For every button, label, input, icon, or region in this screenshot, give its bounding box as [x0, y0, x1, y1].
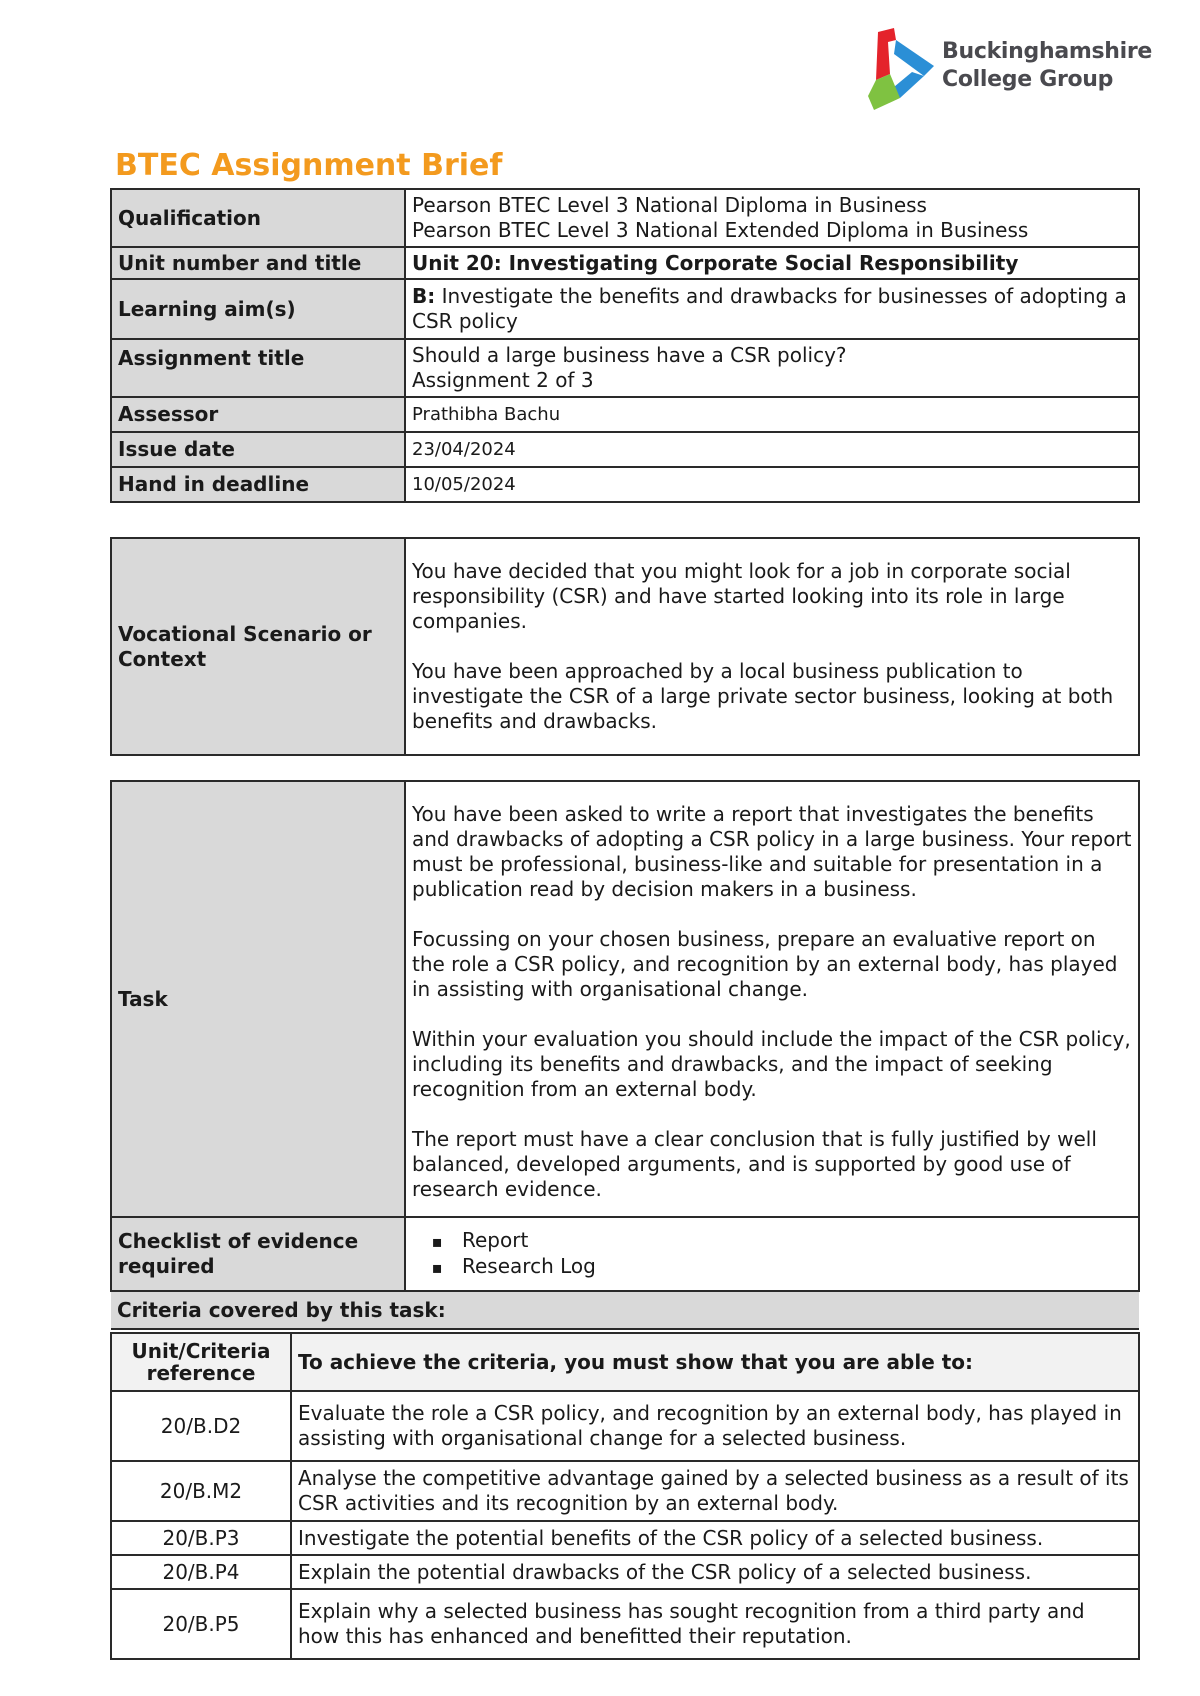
qualification-line: Pearson BTEC Level 3 National Extended Diploma in Business: [412, 218, 1029, 242]
assessor-label: Assessor: [111, 397, 405, 432]
logo-line-2: College Group: [942, 67, 1114, 92]
assignment-title-value: [405, 339, 1139, 397]
criteria-desc: Investigate the potential benefits of the CSR policy of a selected business.: [291, 1521, 1139, 1555]
learning-aim-text: Investigate the benefits and drawbacks for businesses of adopting a CSR policy: [412, 284, 1127, 333]
unit-value: Unit 20: Investigating Corporate Social Responsibility: [405, 247, 1139, 279]
task-paragraph: Within your evaluation you should include the impact of the CSR policy, including its benefits and drawbacks, and the impact of seeking recognition from an external body.: [412, 1027, 1131, 1101]
scenario-row: [111, 538, 1139, 755]
checklist-row: [111, 1217, 1139, 1291]
page-title: BTEC Assignment Brief: [115, 148, 503, 183]
deadline-value: 10/05/2024: [405, 467, 1139, 502]
details-row: [111, 397, 1139, 432]
task-table: [110, 780, 1140, 1330]
criteria-row: [111, 1589, 1139, 1659]
criteria-heading: Criteria covered by this task:: [111, 1291, 1139, 1329]
task-paragraph: You have been asked to write a report that investigates the benefits and drawbacks of adopting a CSR policy in a large business. Your report must be professional, business-like and suitable for presentation in a publication read by decision makers in a business.: [412, 802, 1132, 901]
scenario-table: [110, 537, 1140, 756]
learning-aim-prefix: B:: [412, 284, 436, 308]
unit-label: Unit number and title: [111, 247, 405, 279]
deadline-label: Hand in deadline: [111, 467, 405, 502]
issue-date-label: Issue date: [111, 432, 405, 467]
criteria-ref: 20/B.M2: [111, 1461, 291, 1521]
assignment-title-line: Assignment 2 of 3: [412, 368, 594, 392]
task-paragraph: The report must have a clear conclusion that is fully justified by well balanced, developed arguments, and is supported by good use of research evidence.: [412, 1127, 1097, 1201]
checklist-item: ▪ Research Log: [462, 1254, 1132, 1280]
issue-date-value: 23/04/2024: [405, 432, 1139, 467]
task-value: [405, 781, 1139, 1217]
criteria-desc: Analyse the competitive advantage gained by a selected business as a result of its CSR activities and its recognition by an external body.: [291, 1461, 1139, 1521]
assignment-details-table: [110, 188, 1140, 503]
task-label: Task: [111, 781, 405, 1217]
details-row: [111, 279, 1139, 339]
details-row: [111, 247, 1139, 279]
criteria-table: [110, 1332, 1140, 1660]
criteria-row: [111, 1521, 1139, 1555]
assignment-title-line: Should a large business have a CSR policy?: [412, 343, 847, 367]
criteria-row: [111, 1555, 1139, 1589]
scenario-label: Vocational Scenario or Context: [111, 538, 405, 755]
learning-aim-label: Learning aim(s): [111, 279, 405, 339]
criteria-ref-header: Unit/Criteria reference: [111, 1333, 291, 1391]
criteria-row: [111, 1391, 1139, 1461]
scenario-paragraph: You have decided that you might look for a job in corporate social responsibility (CSR) and have started looking into its role in large companies.: [412, 559, 1071, 633]
college-logo-text: [942, 38, 1152, 94]
criteria-desc: Evaluate the role a CSR policy, and recognition by an external body, has played in assisting with organisational change for a selected business.: [291, 1391, 1139, 1461]
qualification-label: Qualification: [111, 189, 405, 247]
criteria-desc-header: To achieve the criteria, you must show that you are able to:: [291, 1333, 1139, 1391]
details-row: [111, 339, 1139, 397]
scenario-value: [405, 538, 1139, 755]
checklist-value: [405, 1217, 1139, 1291]
task-paragraph: Focussing on your chosen business, prepare an evaluative report on the role a CSR policy, and recognition by an external body, has played in assisting with organisational change.: [412, 927, 1118, 1001]
criteria-ref: 20/B.D2: [111, 1391, 291, 1461]
details-row: [111, 467, 1139, 502]
checklist-label: Checklist of evidence required: [111, 1217, 405, 1291]
criteria-ref: 20/B.P4: [111, 1555, 291, 1589]
checklist-item: ▪ Report: [462, 1228, 1132, 1254]
learning-aim-value: [405, 279, 1139, 339]
college-logo: [860, 26, 1160, 116]
task-row: [111, 781, 1139, 1217]
details-row: [111, 189, 1139, 247]
checklist-list: [412, 1228, 1132, 1280]
scenario-paragraph: You have been approached by a local business publication to investigate the CSR of a large private sector business, looking at both benefits and drawbacks.: [412, 659, 1114, 733]
qualification-value: [405, 189, 1139, 247]
criteria-header-row: [111, 1333, 1139, 1391]
qualification-line: Pearson BTEC Level 3 National Diploma in Business: [412, 193, 927, 217]
criteria-desc: Explain why a selected business has sought recognition from a third party and how this has enhanced and benefitted their reputation.: [291, 1589, 1139, 1659]
criteria-ref: 20/B.P3: [111, 1521, 291, 1555]
logo-line-1: Buckinghamshire: [942, 39, 1153, 64]
criteria-ref: 20/B.P5: [111, 1589, 291, 1659]
assignment-title-label: Assignment title: [111, 339, 405, 397]
criteria-heading-row: [111, 1291, 1139, 1329]
assessor-value: Prathibha Bachu: [405, 397, 1139, 432]
criteria-desc: Explain the potential drawbacks of the CSR policy of a selected business.: [291, 1555, 1139, 1589]
details-row: [111, 432, 1139, 467]
criteria-row: [111, 1461, 1139, 1521]
college-logo-icon: [860, 26, 940, 116]
